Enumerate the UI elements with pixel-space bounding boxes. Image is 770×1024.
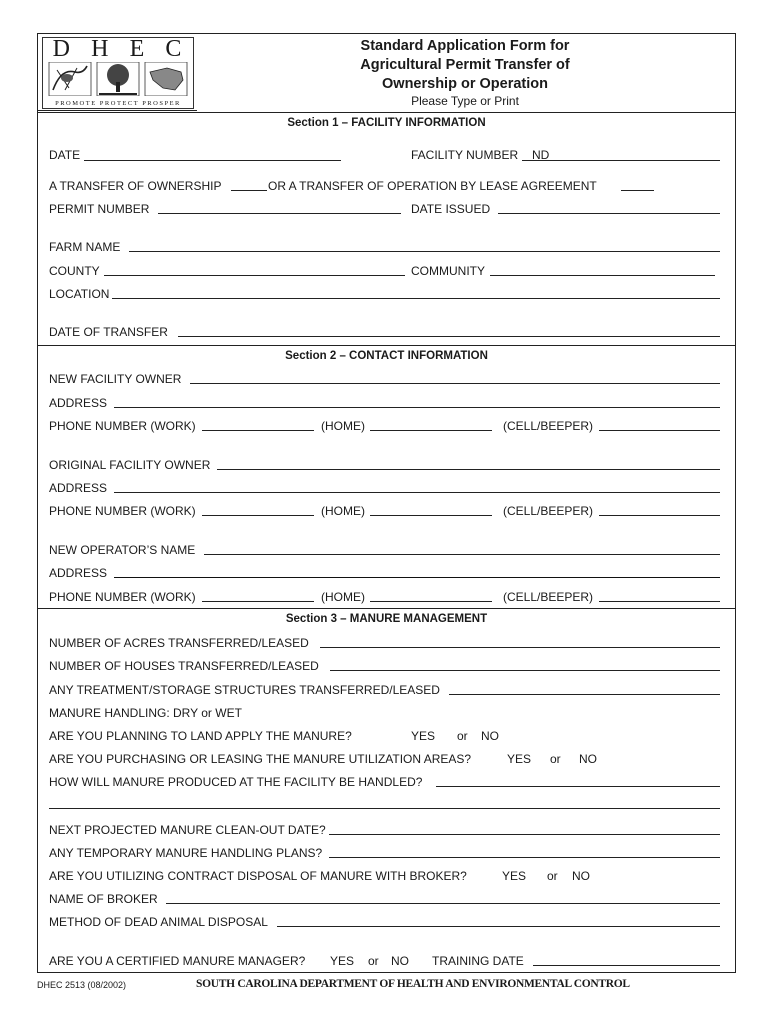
dead-animal-field[interactable] xyxy=(277,926,720,927)
new-owner-label: NEW FACILITY OWNER xyxy=(49,372,182,386)
logo-letter: E xyxy=(129,36,147,62)
phone-cell-label: (CELL/BEEPER) xyxy=(503,504,594,518)
land-apply-no-option[interactable]: NO xyxy=(481,729,499,743)
logo-tagline: PROMOTE PROTECT PROSPER xyxy=(55,100,181,107)
houses-field[interactable] xyxy=(330,670,720,671)
new-operator-phone-home-field[interactable] xyxy=(370,601,492,602)
new-owner-phone-cell-field[interactable] xyxy=(599,430,720,431)
logo-letter: H xyxy=(91,36,111,62)
new-operator-field[interactable] xyxy=(204,554,720,555)
community-field[interactable] xyxy=(490,275,715,276)
dead-animal-label: METHOD OF DEAD ANIMAL DISPOSAL xyxy=(49,915,268,929)
form-title-line-2: Agricultural Permit Transfer of xyxy=(360,57,570,73)
date-of-transfer-label: DATE OF TRANSFER xyxy=(49,325,168,339)
permit-number-field[interactable] xyxy=(158,213,401,214)
original-owner-phone-home-field[interactable] xyxy=(370,515,492,516)
broker-name-field[interactable] xyxy=(166,903,720,904)
date-issued-label: DATE ISSUED xyxy=(411,202,491,216)
certified-question: ARE YOU A CERTIFIED MANURE MANAGER? xyxy=(49,954,306,968)
form-id: DHEC 2513 (08/2002) xyxy=(37,980,127,990)
structures-label: ANY TREATMENT/STORAGE STRUCTURES TRANSFERRED/LEASED xyxy=(49,683,440,697)
structures-field[interactable] xyxy=(449,694,720,695)
facility-number-label: FACILITY NUMBER xyxy=(411,148,519,162)
community-label: COMMUNITY xyxy=(411,264,485,278)
transfer-ownership-field[interactable] xyxy=(231,190,267,191)
header-divider xyxy=(37,110,197,111)
acres-field[interactable] xyxy=(320,647,720,648)
original-owner-phone-cell-field[interactable] xyxy=(599,515,720,516)
phone-work-label: PHONE NUMBER (WORK) xyxy=(49,590,196,604)
section-1-heading: Section 1 – FACILITY INFORMATION xyxy=(287,117,486,129)
county-field[interactable] xyxy=(104,275,405,276)
or-text: or xyxy=(550,752,561,766)
address-label: ADDRESS xyxy=(49,566,108,580)
new-owner-phone-home-field[interactable] xyxy=(370,430,492,431)
facility-number-field[interactable] xyxy=(522,160,720,161)
address-label: ADDRESS xyxy=(49,396,108,410)
form-title-line-3: Ownership or Operation xyxy=(382,76,548,92)
date-issued-field[interactable] xyxy=(498,213,720,214)
phone-home-label: (HOME) xyxy=(321,504,365,518)
phone-work-label: PHONE NUMBER (WORK) xyxy=(49,419,196,433)
phone-work-label: PHONE NUMBER (WORK) xyxy=(49,504,196,518)
new-operator-phone-work-field[interactable] xyxy=(202,601,314,602)
phone-home-label: (HOME) xyxy=(321,419,365,433)
section-3-heading: Section 3 – MANURE MANAGEMENT xyxy=(285,613,488,625)
form-subtitle: Please Type or Print xyxy=(411,94,519,108)
logo-letter: D xyxy=(52,36,72,62)
location-field[interactable] xyxy=(112,298,720,299)
new-operator-label: NEW OPERATOR’S NAME xyxy=(49,543,196,557)
acres-label: NUMBER OF ACRES TRANSFERRED/LEASED xyxy=(49,636,309,650)
original-owner-phone-work-field[interactable] xyxy=(202,515,314,516)
temporary-plans-question: ANY TEMPORARY MANURE HANDLING PLANS? xyxy=(49,846,323,860)
new-owner-address-field[interactable] xyxy=(114,407,720,408)
land-apply-yes-option[interactable]: YES xyxy=(411,729,436,743)
manure-handling-label: MANURE HANDLING: DRY or WET xyxy=(49,706,242,720)
farm-name-label: FARM NAME xyxy=(49,240,121,254)
date-of-transfer-field[interactable] xyxy=(178,336,720,337)
facility-number-value: ND xyxy=(532,148,550,162)
date-field[interactable] xyxy=(84,160,341,161)
broker-no-option[interactable]: NO xyxy=(572,869,590,883)
purchasing-no-option[interactable]: NO xyxy=(579,752,597,766)
phone-cell-label: (CELL/BEEPER) xyxy=(503,419,594,433)
dhec-logo xyxy=(42,37,194,109)
phone-home-label: (HOME) xyxy=(321,590,365,604)
cleanout-question: NEXT PROJECTED MANURE CLEAN-OUT DATE? xyxy=(49,823,326,837)
farm-name-field[interactable] xyxy=(129,251,720,252)
how-handled-field[interactable] xyxy=(436,786,720,787)
county-label: COUNTY xyxy=(49,264,100,278)
address-label: ADDRESS xyxy=(49,481,108,495)
land-apply-question: ARE YOU PLANNING TO LAND APPLY THE MANURE? xyxy=(49,729,352,743)
houses-label: NUMBER OF HOUSES TRANSFERRED/LEASED xyxy=(49,659,319,673)
transfer-operation-label: OR A TRANSFER OF OPERATION BY LEASE AGREEMENT xyxy=(268,179,597,193)
how-handled-question: HOW WILL MANURE PRODUCED AT THE FACILITY BE HANDLED? xyxy=(49,775,423,789)
section-divider xyxy=(37,345,736,346)
temporary-plans-field[interactable] xyxy=(329,857,720,858)
new-owner-field[interactable] xyxy=(190,383,720,384)
location-label: LOCATION xyxy=(49,287,110,301)
new-operator-address-field[interactable] xyxy=(114,577,720,578)
section-divider xyxy=(37,608,736,609)
broker-question: ARE YOU UTILIZING CONTRACT DISPOSAL OF MANURE WITH BROKER? xyxy=(49,869,467,883)
section-divider xyxy=(37,112,736,113)
original-owner-address-field[interactable] xyxy=(114,492,720,493)
broker-name-label: NAME OF BROKER xyxy=(49,892,158,906)
or-text: or xyxy=(547,869,558,883)
form-title-line-1: Standard Application Form for xyxy=(360,38,570,54)
logo-letter: C xyxy=(165,36,184,62)
agency-name: SOUTH CAROLINA DEPARTMENT OF HEALTH AND ENVIRONMENTAL CONTROL xyxy=(196,978,630,990)
new-operator-phone-cell-field[interactable] xyxy=(599,601,720,602)
broker-yes-option[interactable]: YES xyxy=(502,869,527,883)
or-text: or xyxy=(457,729,468,743)
certified-no-option[interactable]: NO xyxy=(391,954,409,968)
purchasing-yes-option[interactable]: YES xyxy=(507,752,532,766)
training-date-field[interactable] xyxy=(533,965,720,966)
phone-cell-label: (CELL/BEEPER) xyxy=(503,590,594,604)
new-owner-phone-work-field[interactable] xyxy=(202,430,314,431)
permit-number-label: PERMIT NUMBER xyxy=(49,202,150,216)
date-label: DATE xyxy=(49,148,81,162)
cleanout-field[interactable] xyxy=(329,834,720,835)
section-2-heading: Section 2 – CONTACT INFORMATION xyxy=(285,350,488,362)
logo-emblem-icon xyxy=(47,62,189,96)
certified-yes-option[interactable]: YES xyxy=(330,954,355,968)
original-owner-field[interactable] xyxy=(217,469,720,470)
original-owner-label: ORIGINAL FACILITY OWNER xyxy=(49,458,211,472)
transfer-operation-field[interactable] xyxy=(621,190,654,191)
purchasing-question: ARE YOU PURCHASING OR LEASING THE MANURE UTILIZATION AREAS? xyxy=(49,752,472,766)
or-text: or xyxy=(368,954,379,968)
transfer-ownership-label: A TRANSFER OF OWNERSHIP xyxy=(49,179,222,193)
training-date-label: TRAINING DATE xyxy=(432,954,524,968)
how-handled-field-continued[interactable] xyxy=(49,808,720,809)
